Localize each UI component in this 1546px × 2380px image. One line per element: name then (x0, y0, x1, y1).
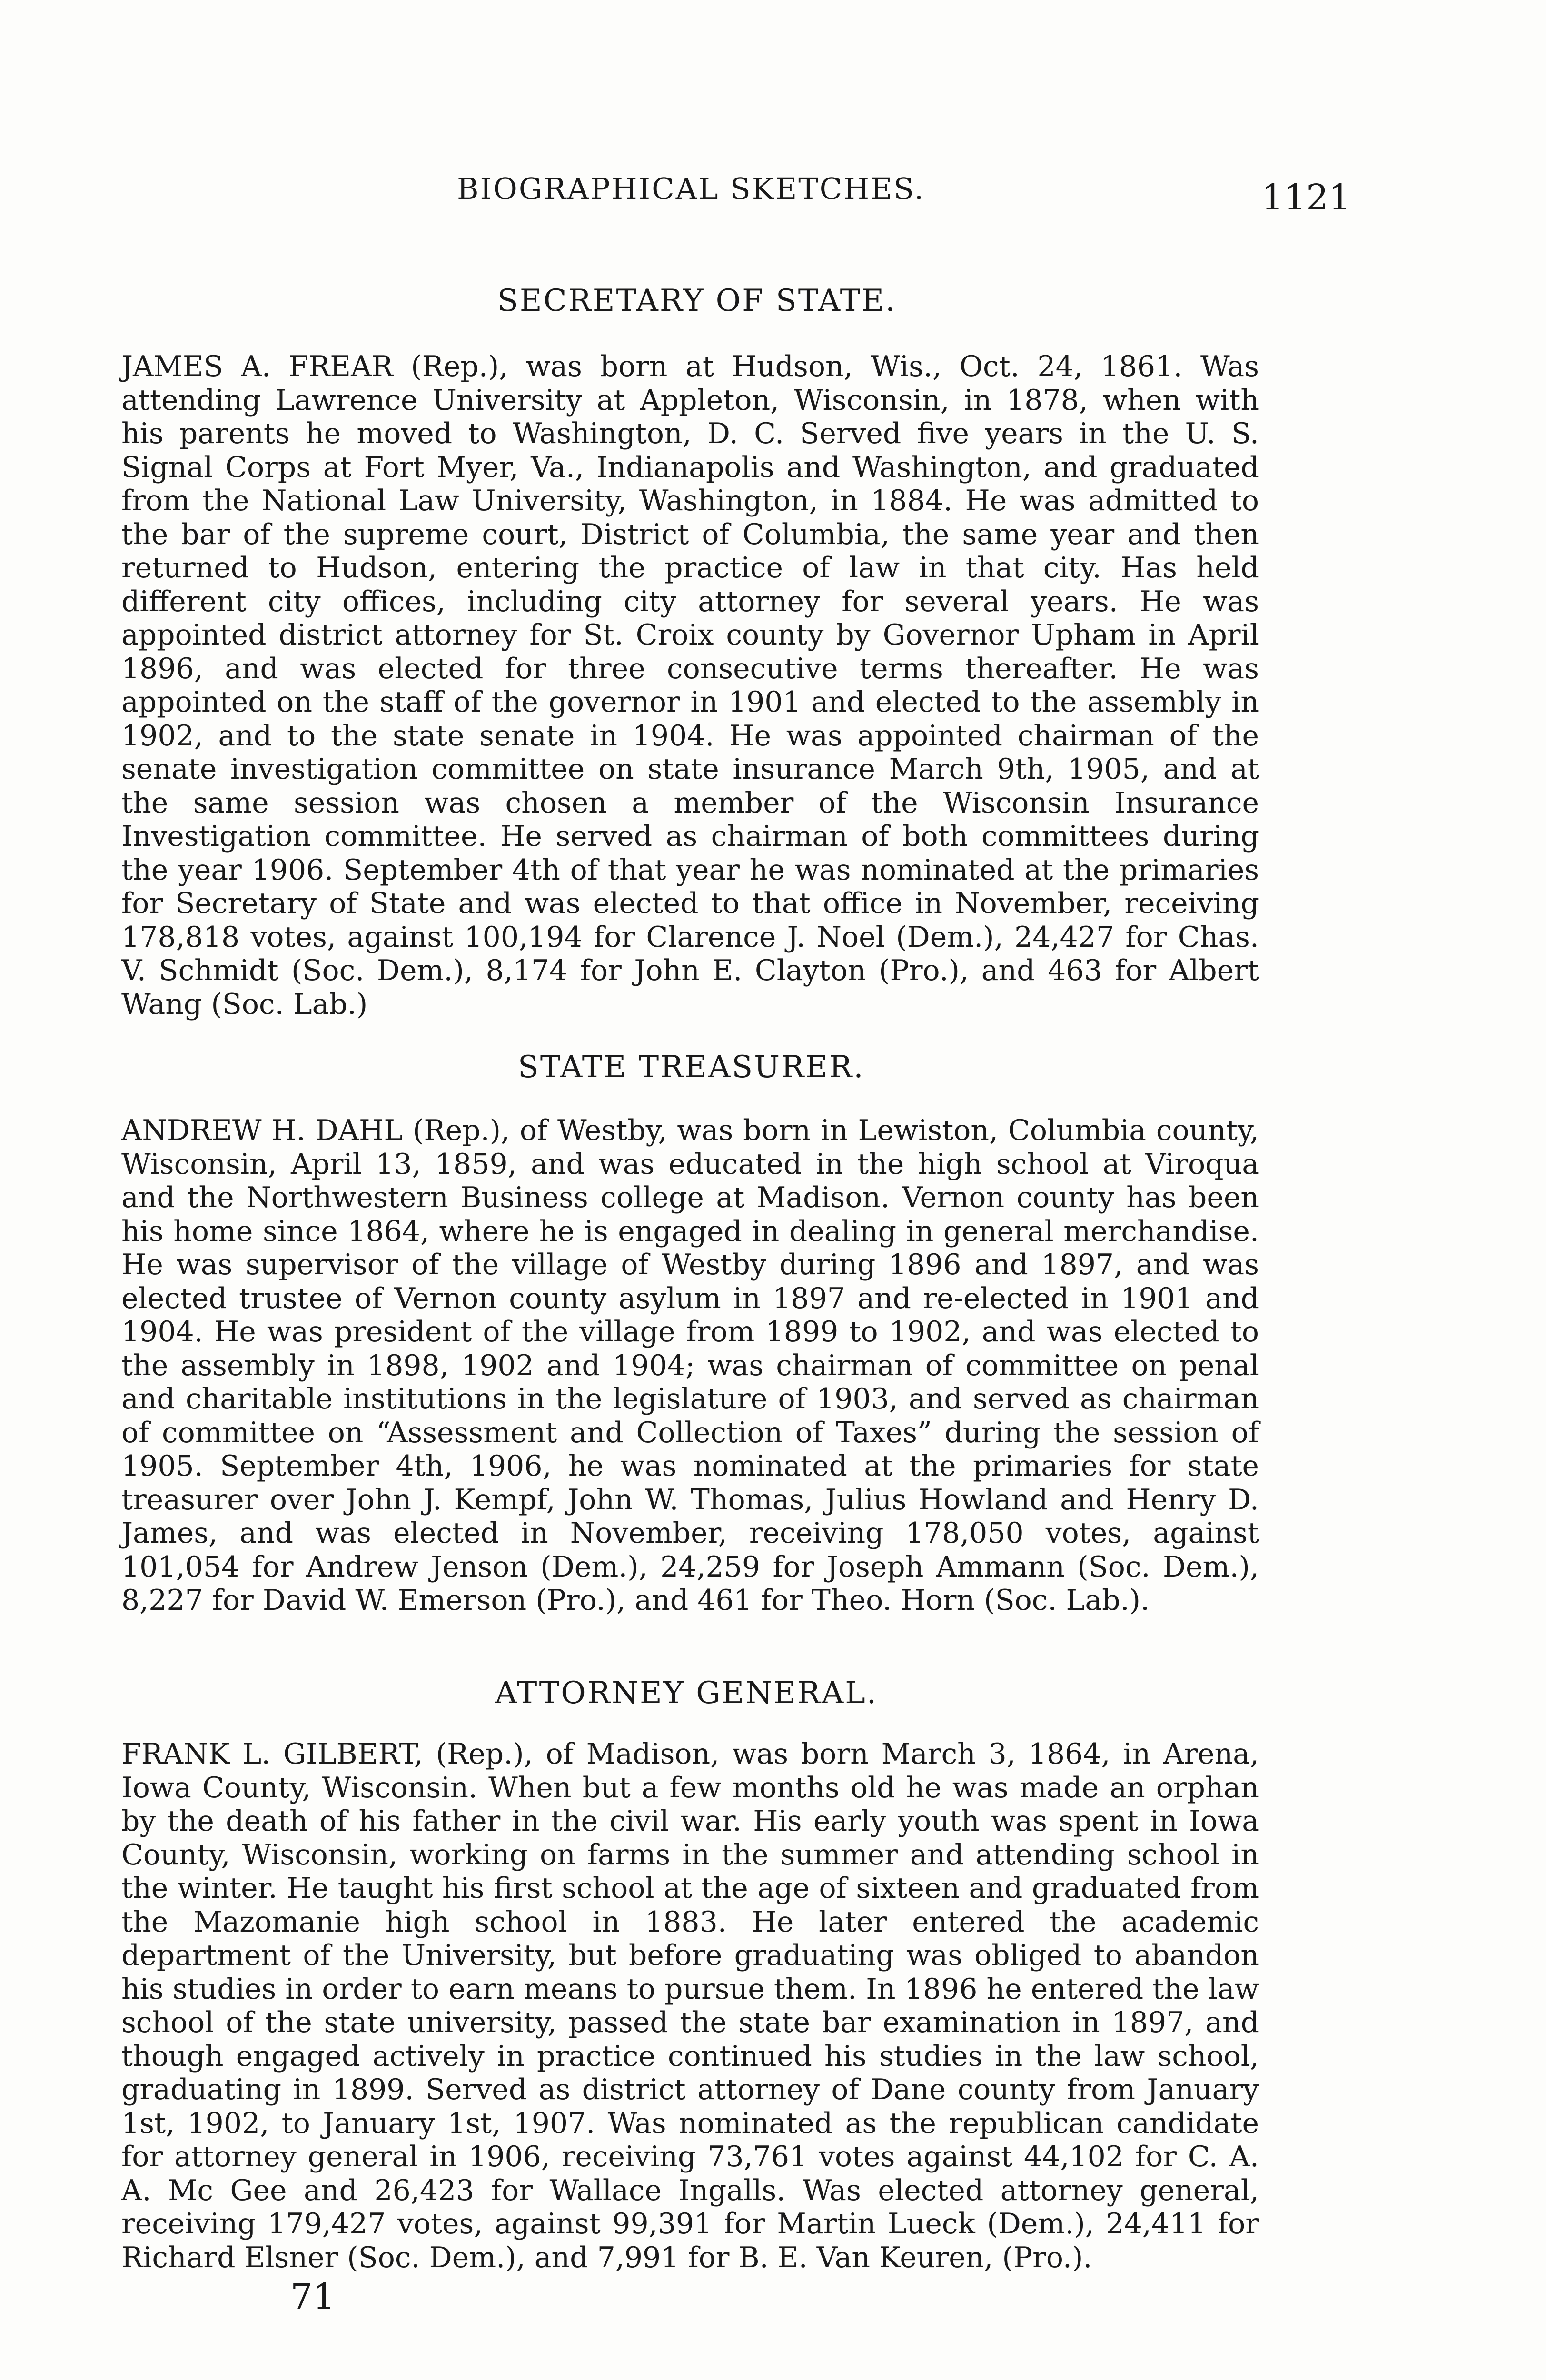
section-title-state-treasurer: STATE TREASURER. (518, 1050, 865, 1085)
section-title-secretary-of-state: SECRETARY OF STATE. (497, 283, 897, 318)
section-text-secretary-of-state: JAMES A. FREAR (Rep.), was born at Hudson, Wis., Oct. 24, 1861. Was attending Lawrence University at Appleton, Wisconsin, in 1878, when with his parents he moved to Washington, D. C. Served five years in the U. S. Signal Corps at Fort Myer, Va., Indianapolis and Washington, and graduated from the National Law University, Washington, in 1884. He was admitted to the bar of the supreme court, District of Columbia, the same year and then returned to Hudson, entering the practice of law in that city. Has held different city offices, including city attorney for several years. He was appointed district attorney for St. Croix county by Governor Upham in April 1896, and was elected for three consecutive terms thereafter. He was appointed on the staff of the governor in 1901 and elected to the assembly in 1902, and to the state senate in 1904. He was appointed chairman of the senate investigation committee on state insurance March 9th, 1905, and at the same session was chosen a member of the Wisconsin Insurance Investigation committee. He served as chairman of both committees during the year 1906. September 4th of that year he was nominated at the primaries for Secretary of State and was elected to that office in November, receiving 178,818 votes, against 100,194 for Clarence J. Noel (Dem.), 24,427 for Chas. V. Schmidt (Soc. Dem.), 8,174 for John E. Clayton (Pro.), and 463 for Albert Wang (Soc. Lab.) (121, 350, 1259, 1021)
page-number: 1121 (1261, 177, 1351, 218)
section-title-attorney-general: ATTORNEY GENERAL. (495, 1676, 878, 1711)
signature-mark: 71 (290, 2276, 336, 2317)
section-text-state-treasurer: ANDREW H. DAHL (Rep.), of Westby, was born in Lewiston, Columbia county, Wisconsin, April 13, 1859, and was educated in the high school at Viroqua and the Northwestern Business college at Madison. Vernon county has been his home since 1864, where he is engaged in dealing in general merchandise. He was supervisor of the village of Westby during 1896 and 1897, and was elected trustee of Vernon county asylum in 1897 and re-elected in 1901 and 1904. He was president of the village from 1899 to 1902, and was elected to the assembly in 1898, 1902 and 1904; was chairman of committee on penal and charitable institutions in the legislature of 1903, and served as chairman of committee on “Assessment and Collection of Taxes” during the session of 1905. September 4th, 1906, he was nominated at the primaries for state treasurer over John J. Kempf, John W. Thomas, Julius Howland and Henry D. James, and was elected in November, receiving 178,050 votes, against 101,054 for Andrew Jenson (Dem.), 24,259 for Joseph Ammann (Soc. Dem.), 8,227 for David W. Emerson (Pro.), and 461 for Theo. Horn (Soc. Lab.). (121, 1114, 1259, 1617)
section-text-attorney-general: FRANK L. GILBERT, (Rep.), of Madison, was born March 3, 1864, in Arena, Iowa County, Wisconsin. When but a few months old he was made an orphan by the death of his father in the civil war. His early youth was spent in Iowa County, Wisconsin, working on farms in the summer and attending school in the winter. He taught his first school at the age of sixteen and graduated from the Mazomanie high school in 1883. He later entered the academic department of the University, but before graduating was obliged to abandon his studies in order to earn means to pursue them. In 1896 he entered the law school of the state university, passed the state bar examination in 1897, and though engaged actively in practice continued his studies in the law school, graduating in 1899. Served as district attorney of Dane county from January 1st, 1902, to January 1st, 1907. Was nominated as the republican candidate for attorney general in 1906, receiving 73,761 votes against 44,102 for C. A. A. Mc Gee and 26,423 for Wallace Ingalls. Was elected attorney general, receiving 179,427 votes, against 99,391 for Martin Lueck (Dem.), 24,411 for Richard Elsner (Soc. Dem.), and 7,991 for B. E. Van Keuren, (Pro.). (121, 1737, 1259, 2274)
running-head: BIOGRAPHICAL SKETCHES. (457, 171, 925, 206)
